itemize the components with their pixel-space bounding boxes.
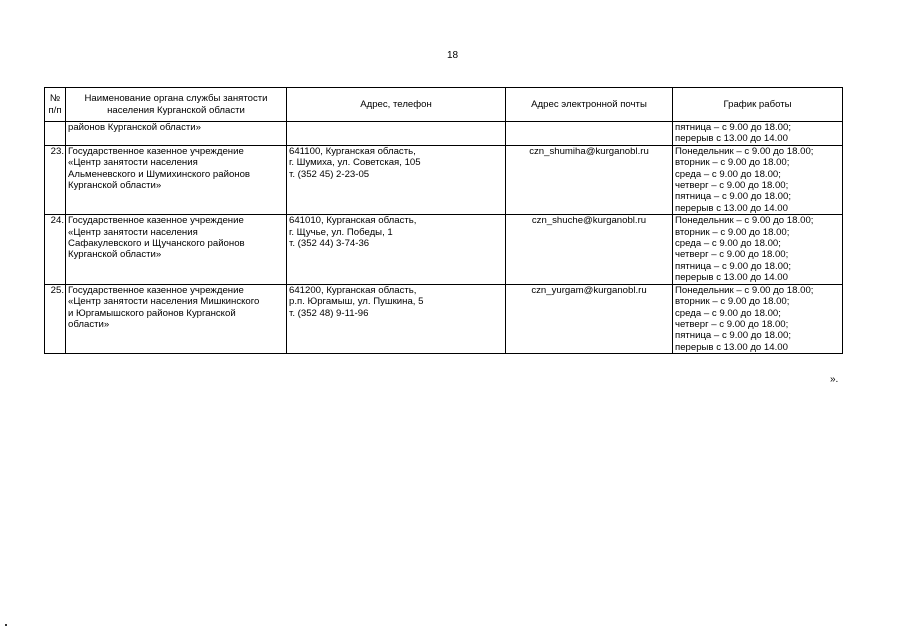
cell-line: Курганской области» xyxy=(68,249,162,261)
cell-line: перерыв с 13.00 до 14.00 xyxy=(675,341,788,353)
cell-line: пятница – с 9.00 до 18.00; xyxy=(675,330,792,342)
cell-line: Понедельник – с 9.00 до 18.00; xyxy=(675,215,814,227)
cell-line: пятница – с 9.00 до 18.00; xyxy=(675,260,792,272)
cell-line: Понедельник – с 9.00 до 18.00; xyxy=(675,284,814,296)
cell-email: czn_shuche@kurganobl.ru xyxy=(506,215,673,284)
cell-address xyxy=(287,215,506,284)
header-num: № п/п xyxy=(45,88,66,122)
cell-line: районов Курганской области» xyxy=(68,122,201,133)
cell-line: Курганской области» xyxy=(68,180,162,192)
cell-line: «Центр занятости населения Мишкинского xyxy=(68,296,260,308)
cell-num: 23. xyxy=(45,145,66,214)
cell-line: пятница – с 9.00 до 18.00; xyxy=(675,122,792,133)
cell-line: Сафакулевского и Щучанского районов xyxy=(68,238,245,250)
cell-line: Понедельник – с 9.00 до 18.00; xyxy=(675,145,814,157)
cell-line: области» xyxy=(68,318,110,330)
cell-line: 641100, Курганская область, xyxy=(289,145,416,157)
table-header-row xyxy=(45,88,843,122)
table-row xyxy=(45,145,843,214)
table-row xyxy=(45,284,843,353)
header-schedule: График работы xyxy=(673,88,843,122)
cell-line: Государственное казенное учреждение xyxy=(68,145,244,157)
cell-line: Государственное казенное учреждение xyxy=(68,284,244,296)
table-row xyxy=(45,215,843,284)
cell-schedule xyxy=(673,215,843,284)
cell-line: перерыв с 13.00 до 14.00 xyxy=(675,133,788,145)
cell-num: 24. xyxy=(45,215,66,284)
cell-line: т. (352 45) 2-23-05 xyxy=(289,168,370,180)
header-email: Адрес электронной почты xyxy=(506,88,673,122)
cell-num xyxy=(45,122,66,146)
cell-num: 25. xyxy=(45,284,66,353)
employment-centers-table xyxy=(44,87,843,354)
cell-line: «Центр занятости населения xyxy=(68,157,198,169)
cell-line: среда – с 9.00 до 18.00; xyxy=(675,238,781,250)
cell-address xyxy=(287,284,506,353)
cell-address xyxy=(287,122,506,146)
cell-name xyxy=(66,215,287,284)
cell-line: среда – с 9.00 до 18.00; xyxy=(675,168,781,180)
cell-line: г. Шумиха, ул. Советская, 105 xyxy=(289,157,421,169)
cell-email: czn_yurgam@kurganobl.ru xyxy=(506,284,673,353)
cell-line: 641010, Курганская область, xyxy=(289,215,417,227)
cell-line: р.п. Юргамыш, ул. Пушкина, 5 xyxy=(289,296,424,308)
cell-line: четверг – с 9.00 до 18.00; xyxy=(675,318,789,330)
cell-line: перерыв с 13.00 до 14.00 xyxy=(675,202,788,214)
table-row-continuation xyxy=(45,122,843,146)
header-address: Адрес, телефон xyxy=(287,88,506,122)
cell-line: Альменевского и Шумихинского районов xyxy=(68,168,251,180)
cell-line: четверг – с 9.00 до 18.00; xyxy=(675,180,789,192)
cell-email: czn_shumiha@kurganobl.ru xyxy=(506,145,673,214)
cell-email xyxy=(506,122,673,146)
cell-name xyxy=(66,122,287,146)
cell-address xyxy=(287,145,506,214)
cell-line: г. Щучье, ул. Победы, 1 xyxy=(289,226,393,238)
cell-name xyxy=(66,145,287,214)
closing-quote-mark: ». xyxy=(830,374,839,385)
cell-line: вторник – с 9.00 до 18.00; xyxy=(675,226,790,238)
cell-line: т. (352 44) 3-74-36 xyxy=(289,238,370,250)
cell-schedule xyxy=(673,284,843,353)
cell-line: и Юргамышского районов Курганской xyxy=(68,307,236,319)
cell-line: «Центр занятости населения xyxy=(68,226,198,238)
cell-schedule xyxy=(673,122,843,146)
header-name: Наименование органа службы занятости населения Курганской области xyxy=(66,88,287,122)
cell-line: перерыв с 13.00 до 14.00 xyxy=(675,272,788,284)
cell-line: Государственное казенное учреждение xyxy=(68,215,244,227)
cell-line: пятница – с 9.00 до 18.00; xyxy=(675,191,792,203)
cell-line: вторник – с 9.00 до 18.00; xyxy=(675,296,790,308)
cell-line: четверг – с 9.00 до 18.00; xyxy=(675,249,789,261)
scan-speck xyxy=(5,624,7,626)
page-number: 18 xyxy=(446,50,459,61)
cell-line: т. (352 48) 9-11-96 xyxy=(289,307,369,319)
cell-line: вторник – с 9.00 до 18.00; xyxy=(675,157,790,169)
cell-schedule xyxy=(673,145,843,214)
cell-line: среда – с 9.00 до 18.00; xyxy=(675,307,781,319)
cell-name xyxy=(66,284,287,353)
cell-line: 641200, Курганская область, xyxy=(289,284,417,296)
